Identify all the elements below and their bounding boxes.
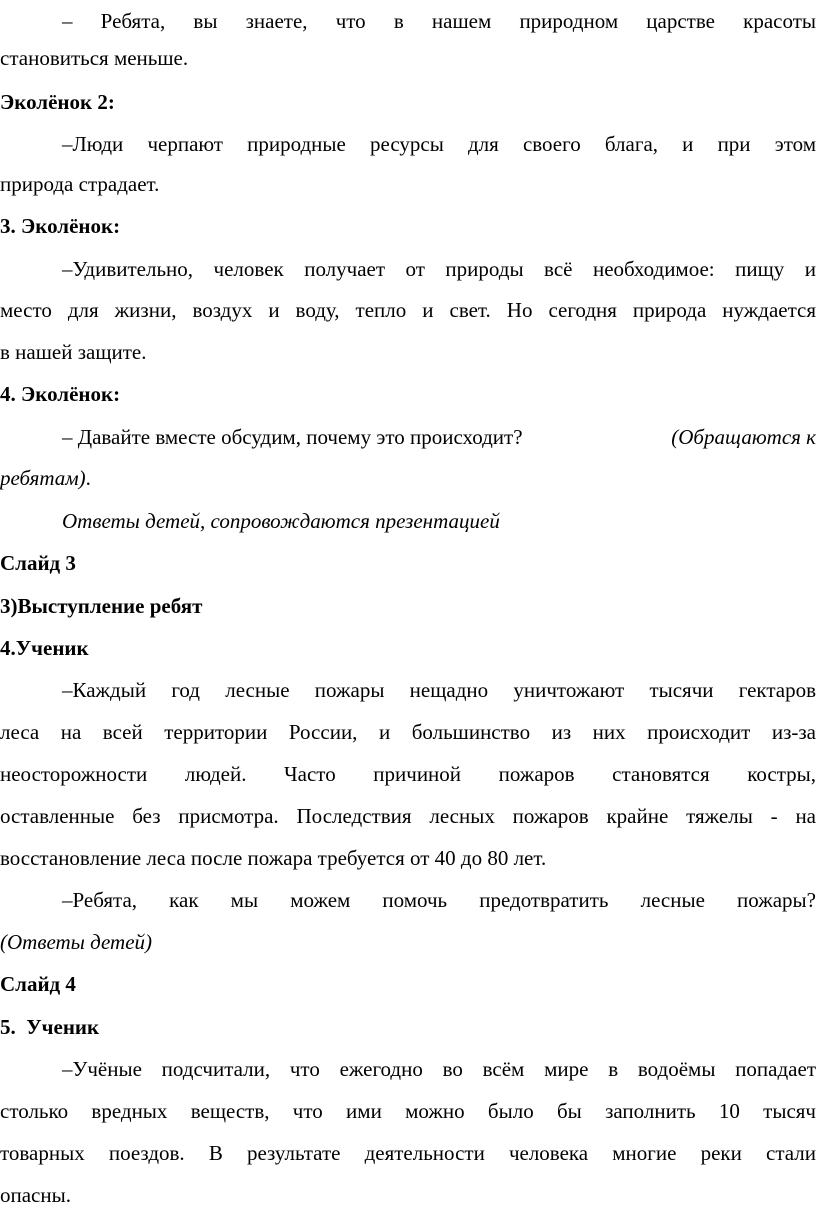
- paragraph-line: опасны.: [0, 1183, 71, 1207]
- slide-heading: Слайд 4: [0, 972, 76, 996]
- paragraph-line: природа страдает.: [0, 172, 160, 196]
- paragraph-line: –Каждый год лесные пожары нещадно уничтожают тысячи гектаров: [62, 678, 816, 702]
- paragraph-line: [62, 424, 816, 450]
- speaker-heading: 4. Эколёнок:: [0, 382, 121, 406]
- speaker-heading: Эколёнок 2:: [0, 90, 115, 114]
- speaker-heading: 5. Ученик: [0, 1015, 100, 1039]
- paragraph-line: в нашей защите.: [0, 340, 147, 364]
- paragraph-line: неосторожности людей. Часто причиной пожаров становятся костры,: [0, 762, 816, 786]
- speaker-heading: 3. Эколёнок:: [0, 214, 121, 238]
- stage-direction: (Ответы детей): [0, 930, 153, 954]
- paragraph-text: .: [85, 466, 91, 490]
- paragraph-line: товарных поездов. В результате деятельности человека многие реки стали: [0, 1141, 816, 1165]
- paragraph-line: оставленные без присмотра. Последствия лесных пожаров крайне тяжелы - на: [0, 804, 816, 828]
- stage-direction: ребятам): [0, 466, 86, 490]
- slide-heading: Слайд 3: [0, 551, 76, 575]
- speaker-heading: 4.Ученик: [0, 636, 89, 660]
- paragraph-line: –Удивительно, человек получает от природы всё необходимое: пищу и: [62, 257, 816, 281]
- paragraph-text: – Давайте вместе обсудим, почему это происходит?: [62, 425, 523, 449]
- paragraph-line: восстановление леса после пожара требуется от 40 до 80 лет.: [0, 846, 547, 870]
- stage-direction: (Обращаются к: [671, 425, 816, 449]
- paragraph-line: –Учёные подсчитали, что ежегодно во всём мире в водоёмы попадает: [62, 1057, 816, 1081]
- paragraph-line: место для жизни, воздух и воду, тепло и свет. Но сегодня природа нуждается: [0, 298, 816, 322]
- section-heading: 3)Выступление ребят: [0, 594, 203, 618]
- paragraph-line: – Ребята, вы знаете, что в нашем природном царстве красоты: [62, 9, 816, 33]
- paragraph-line: –Люди черпают природные ресурсы для своего блага, и при этом: [62, 132, 816, 156]
- paragraph-line: [0, 465, 816, 491]
- stage-direction: Ответы детей, сопровождаются презентацией: [62, 509, 500, 533]
- paragraph-line: –Ребята, как мы можем помочь предотвратить лесные пожары?: [62, 888, 816, 912]
- paragraph-line: становиться меньше.: [0, 46, 189, 70]
- paragraph-line: столько вредных веществ, что ими можно было бы заполнить 10 тысяч: [0, 1099, 816, 1123]
- paragraph-line: леса на всей территории России, и большинство из них происходит из-за: [0, 720, 816, 744]
